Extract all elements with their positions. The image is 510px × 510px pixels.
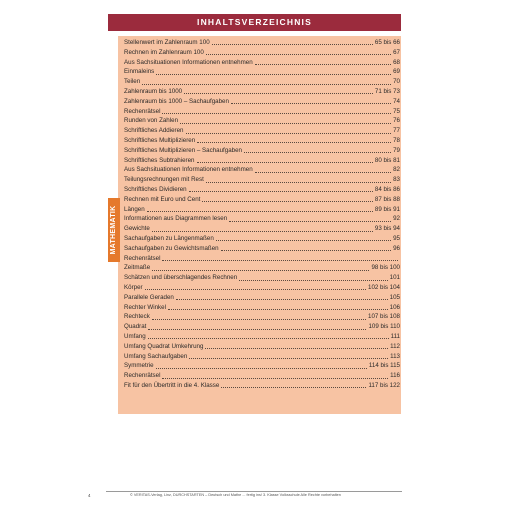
- toc-entry: [124, 87, 400, 97]
- toc-entry-page: 82: [393, 166, 400, 174]
- toc-entry: [124, 361, 400, 371]
- toc-entry-title: Runden von Zahlen: [124, 117, 179, 125]
- toc-entry: [124, 136, 400, 146]
- toc-entry: [124, 381, 400, 391]
- toc-dot-leader: [231, 103, 391, 104]
- toc-dot-leader: [148, 338, 389, 339]
- toc-dot-leader: [186, 133, 392, 134]
- toc-entry-page: 75: [393, 107, 400, 115]
- toc-entry-page: 77: [393, 127, 400, 135]
- toc-entry-page: 107 bis 108: [368, 313, 400, 321]
- toc-dot-leader: [162, 260, 398, 261]
- toc-entry-title: Rechnen im Zahlenraum 100: [124, 48, 204, 56]
- toc-entry-page: 87 bis 88: [374, 195, 400, 203]
- toc-dot-leader: [206, 54, 391, 55]
- toc-entry-title: Symmetrie: [124, 362, 154, 370]
- toc-dot-leader: [152, 231, 373, 232]
- toc-dot-leader: [197, 162, 373, 163]
- toc-entry-page: 117 bis 122: [368, 381, 400, 389]
- toc-dot-leader: [202, 201, 373, 202]
- toc-entry: [124, 77, 400, 87]
- toc-entry-title: Rechenrätsel: [124, 254, 161, 262]
- toc-entry-title: Zahlenraum bis 1000 – Sachaufgaben: [124, 97, 229, 105]
- toc-entry: [124, 58, 400, 68]
- toc-dot-leader: [255, 172, 391, 173]
- toc-dot-leader: [152, 270, 369, 271]
- toc-dot-leader: [152, 319, 366, 320]
- toc-entry: [124, 352, 400, 362]
- toc-entry-page: 116: [390, 372, 400, 380]
- toc-entry-title: Teilungsrechnungen mit Rest: [124, 176, 204, 184]
- toc-entry-title: Rechenrätsel: [124, 107, 161, 115]
- toc-entry-page: 109 bis 110: [368, 323, 400, 331]
- toc-entry-page: 70: [393, 78, 400, 86]
- page-title: INHALTSVERZEICHNIS: [108, 14, 401, 31]
- toc-entry-title: Einmaleins: [124, 68, 155, 76]
- toc-entry-title: Umfang Quadrat Umkehrung: [124, 342, 204, 350]
- toc-entry-page: 74: [393, 97, 400, 105]
- toc-dot-leader: [189, 358, 388, 359]
- toc-dot-leader: [197, 142, 391, 143]
- toc-entry-title: Rechnen mit Euro und Cent: [124, 195, 201, 203]
- toc-entry-title: Schriftliches Addieren: [124, 127, 184, 135]
- toc-entry: [124, 254, 400, 264]
- toc-entry-page: 113: [390, 352, 400, 360]
- toc-entry-title: Gewichte: [124, 225, 150, 233]
- toc-dot-leader: [180, 123, 391, 124]
- toc-entry-page: 112: [390, 342, 400, 350]
- toc-dot-leader: [162, 378, 388, 379]
- toc-dot-leader: [156, 368, 367, 369]
- toc-dot-leader: [244, 152, 391, 153]
- toc-dot-leader: [206, 182, 391, 183]
- toc-dot-leader: [162, 113, 391, 114]
- toc-entry-title: Schriftliches Subtrahieren: [124, 156, 195, 164]
- toc-entry: [124, 371, 400, 381]
- toc-entry: [124, 48, 400, 58]
- toc-entry-title: Sachaufgaben zu Längenmaßen: [124, 234, 214, 242]
- toc-entry: [124, 244, 400, 254]
- toc-dot-leader: [176, 299, 388, 300]
- toc-entry-page: 101: [389, 274, 400, 282]
- toc-entry: [124, 165, 400, 175]
- toc-entry-page: 95: [393, 234, 400, 242]
- toc-dot-leader: [189, 191, 373, 192]
- toc-entry: [124, 293, 400, 303]
- toc-entry: [124, 342, 400, 352]
- toc-entry: [124, 322, 400, 332]
- toc-entry-title: Sachaufgaben zu Gewichtsmaßen: [124, 244, 219, 252]
- toc-entry: [124, 205, 400, 215]
- toc-entry-page: 93 bis 94: [374, 225, 400, 233]
- toc-entry: [124, 156, 400, 166]
- toc-entry-title: Zeitmaße: [124, 264, 151, 272]
- footer-divider: [106, 491, 402, 492]
- toc-entry-title: Quadrat: [124, 323, 147, 331]
- toc-entry: [124, 214, 400, 224]
- toc-entry-page: 68: [393, 58, 400, 66]
- toc-dot-leader: [255, 64, 391, 65]
- toc-entry: [124, 175, 400, 185]
- toc-entry: [124, 126, 400, 136]
- toc-dot-leader: [142, 84, 391, 85]
- subject-tab: [108, 198, 120, 262]
- page-number: 4: [88, 493, 91, 498]
- toc-entry: [124, 303, 400, 313]
- toc-entry-title: Rechteck: [124, 313, 150, 321]
- toc-entry: [124, 67, 400, 77]
- toc-entry: [124, 332, 400, 342]
- toc-dot-leader: [212, 44, 373, 45]
- toc-dot-leader: [216, 240, 391, 241]
- toc-entry-title: Fit für den Übertritt in die 4. Klasse: [124, 381, 220, 389]
- toc-dot-leader: [147, 211, 373, 212]
- toc-dot-leader: [184, 93, 373, 94]
- toc-entry-title: Schätzen und überschlagendes Rechnen: [124, 274, 238, 282]
- toc-entry-title: Schriftliches Multiplizieren: [124, 136, 196, 144]
- copyright-footer: © VERITAS-Verlag, Linz, DURCHSTARTEN – Deutsch und Mathe ... fertig ins! 3. Klasse Volksschule Alle Rechte vorbehalten: [130, 493, 341, 497]
- toc-entry-title: Aus Sachsituationen Informationen entnehmen: [124, 58, 253, 66]
- toc-dot-leader: [221, 250, 392, 251]
- toc-dot-leader: [145, 289, 366, 290]
- toc-entry-page: 84 bis 86: [374, 185, 400, 193]
- toc-entry-title: Körper: [124, 283, 143, 291]
- toc-entry-title: Zahlenraum bis 1000: [124, 87, 183, 95]
- toc-entry: [124, 273, 400, 283]
- toc-dot-leader: [239, 280, 387, 281]
- toc-entry-title: Umfang Sachaufgaben: [124, 352, 188, 360]
- toc-entry: [124, 107, 400, 117]
- toc-dot-leader: [168, 309, 388, 310]
- toc-entry-page: 96: [393, 244, 400, 252]
- toc-entry: [124, 97, 400, 107]
- toc-entry-page: 92: [393, 215, 400, 223]
- toc-entry-page: 89 bis 91: [374, 205, 400, 213]
- toc-entry-page: 76: [393, 117, 400, 125]
- toc-entry-page: 80 bis 81: [374, 156, 400, 164]
- toc-entry-page: 65 bis 66: [374, 39, 400, 46]
- toc-entry-title: Rechenrätsel: [124, 372, 161, 380]
- toc-entry: [124, 283, 400, 293]
- toc-entry-title: Informationen aus Diagrammen lesen: [124, 215, 228, 223]
- toc-entry-title: Schriftliches Multiplizieren – Sachaufgaben: [124, 146, 242, 154]
- toc-dot-leader: [221, 387, 366, 388]
- toc-entry: [124, 146, 400, 156]
- toc-entry: [124, 263, 400, 273]
- toc-entry-page: 83: [393, 176, 400, 184]
- toc-entry-title: Teilen: [124, 78, 141, 86]
- toc-entry: [124, 116, 400, 126]
- toc-entry: [124, 185, 400, 195]
- toc-entry-title: Längen: [124, 205, 145, 213]
- toc-entry: [124, 224, 400, 234]
- toc-dot-leader: [205, 348, 388, 349]
- toc-entry-page: 105: [389, 293, 400, 301]
- toc-entry-title: Rechter Winkel: [124, 303, 166, 311]
- toc-entry-page: 111: [390, 332, 400, 340]
- toc-entry: [124, 234, 400, 244]
- subject-tab-label: MATHEMATIK: [110, 205, 117, 255]
- toc-entry: [124, 195, 400, 205]
- toc-entry-page: 114 bis 115: [368, 362, 400, 370]
- toc-entry-title: Umfang: [124, 332, 146, 340]
- toc-entry-title: Stellenwert im Zahlenraum 100: [124, 39, 210, 46]
- toc-dot-leader: [229, 221, 391, 222]
- toc-entry-page: 102 bis 104: [368, 283, 400, 291]
- toc-entry-title: Schriftliches Dividieren: [124, 185, 187, 193]
- toc-dot-leader: [156, 74, 391, 75]
- toc-entry-page: 78: [393, 136, 400, 144]
- toc-entry: [124, 38, 400, 48]
- toc-entry: [124, 312, 400, 322]
- toc-list: [124, 38, 400, 391]
- toc-entry-title: Aus Sachsituationen Informationen entnehmen: [124, 166, 253, 174]
- toc-dot-leader: [148, 329, 366, 330]
- toc-entry-page: 98 bis 100: [371, 264, 400, 272]
- toc-entry-page: 71 bis 73: [374, 87, 400, 95]
- toc-entry-page: 106: [389, 303, 400, 311]
- toc-entry-page: 79: [393, 146, 400, 154]
- toc-entry-page: 69: [393, 68, 400, 76]
- toc-entry-title: Parallele Geraden: [124, 293, 174, 301]
- toc-entry-page: 67: [393, 48, 400, 56]
